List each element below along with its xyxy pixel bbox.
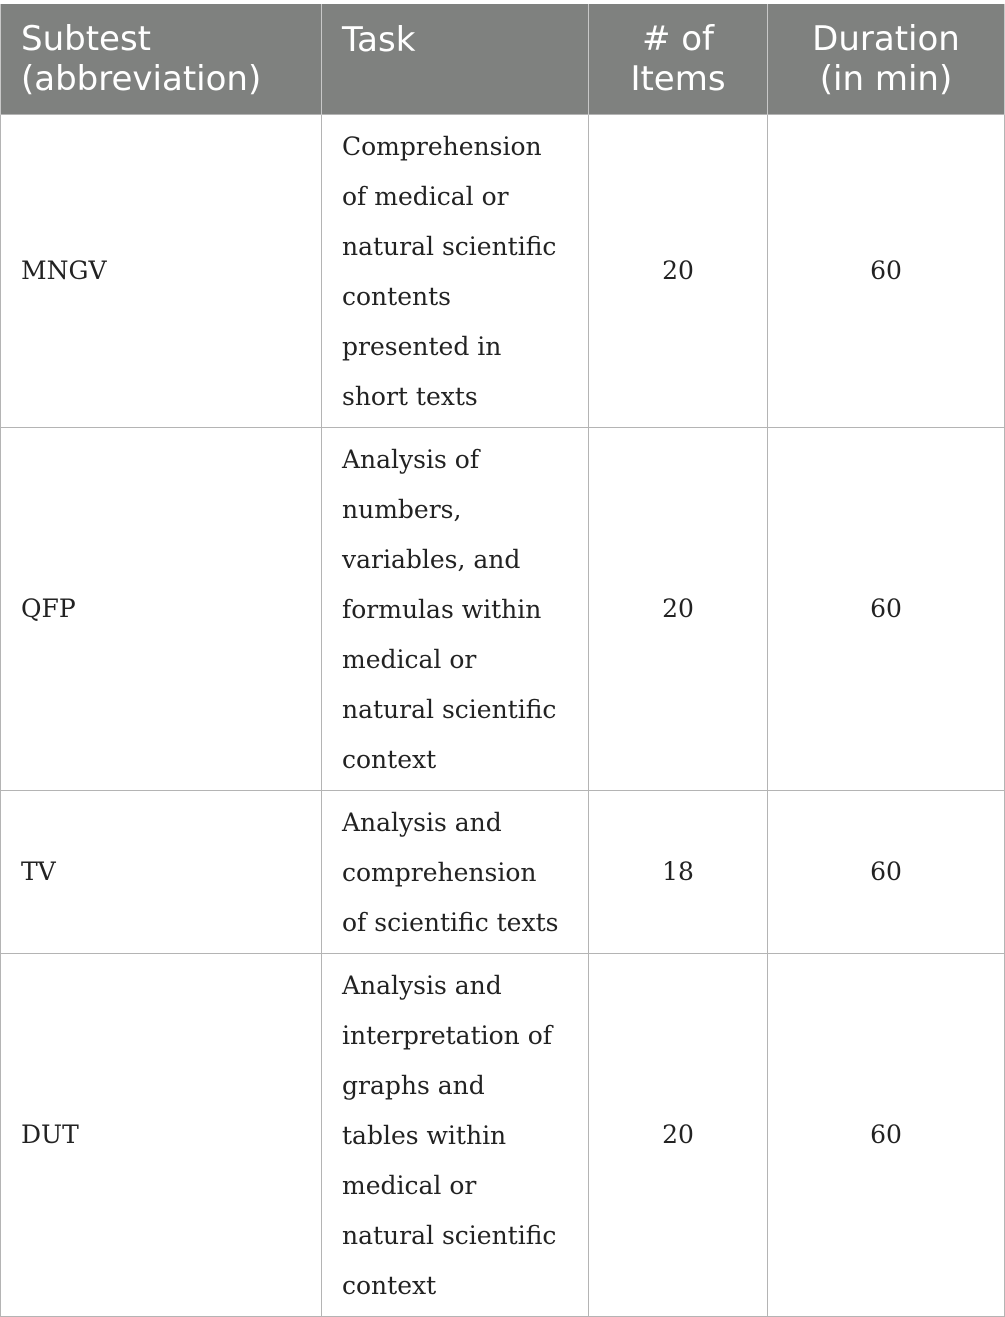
table-header (1, 4, 1005, 114)
table-body (1, 114, 1005, 1316)
cell-duration: 60 (768, 953, 1005, 1316)
table-row (1, 790, 1005, 953)
cell-task: Comprehension of medical or natural scientific contents presented in short texts (322, 114, 589, 427)
table-row (1, 427, 1005, 790)
cell-items: 18 (589, 790, 768, 953)
header-subtest: Subtest (abbreviation) (1, 4, 322, 114)
cell-duration: 60 (768, 790, 1005, 953)
cell-subtest: TV (1, 790, 322, 953)
header-items: # of Items (589, 4, 768, 114)
cell-task: Analysis and interpretation of graphs and tables within medical or natural scientific context (322, 953, 589, 1316)
header-row (1, 4, 1005, 114)
cell-subtest: MNGV (1, 114, 322, 427)
header-duration: Duration (in min) (768, 4, 1005, 114)
cell-subtest: DUT (1, 953, 322, 1316)
cell-task: Analysis of numbers, variables, and formulas within medical or natural scientific context (322, 427, 589, 790)
cell-items: 20 (589, 953, 768, 1316)
cell-items: 20 (589, 114, 768, 427)
cell-duration: 60 (768, 427, 1005, 790)
cell-task: Analysis and comprehension of scientific texts (322, 790, 589, 953)
cell-subtest: QFP (1, 427, 322, 790)
cell-items: 20 (589, 427, 768, 790)
header-task: Task (322, 4, 589, 114)
table-row (1, 114, 1005, 427)
cell-duration: 60 (768, 114, 1005, 427)
table-row (1, 953, 1005, 1316)
subtest-table (0, 4, 1005, 1317)
